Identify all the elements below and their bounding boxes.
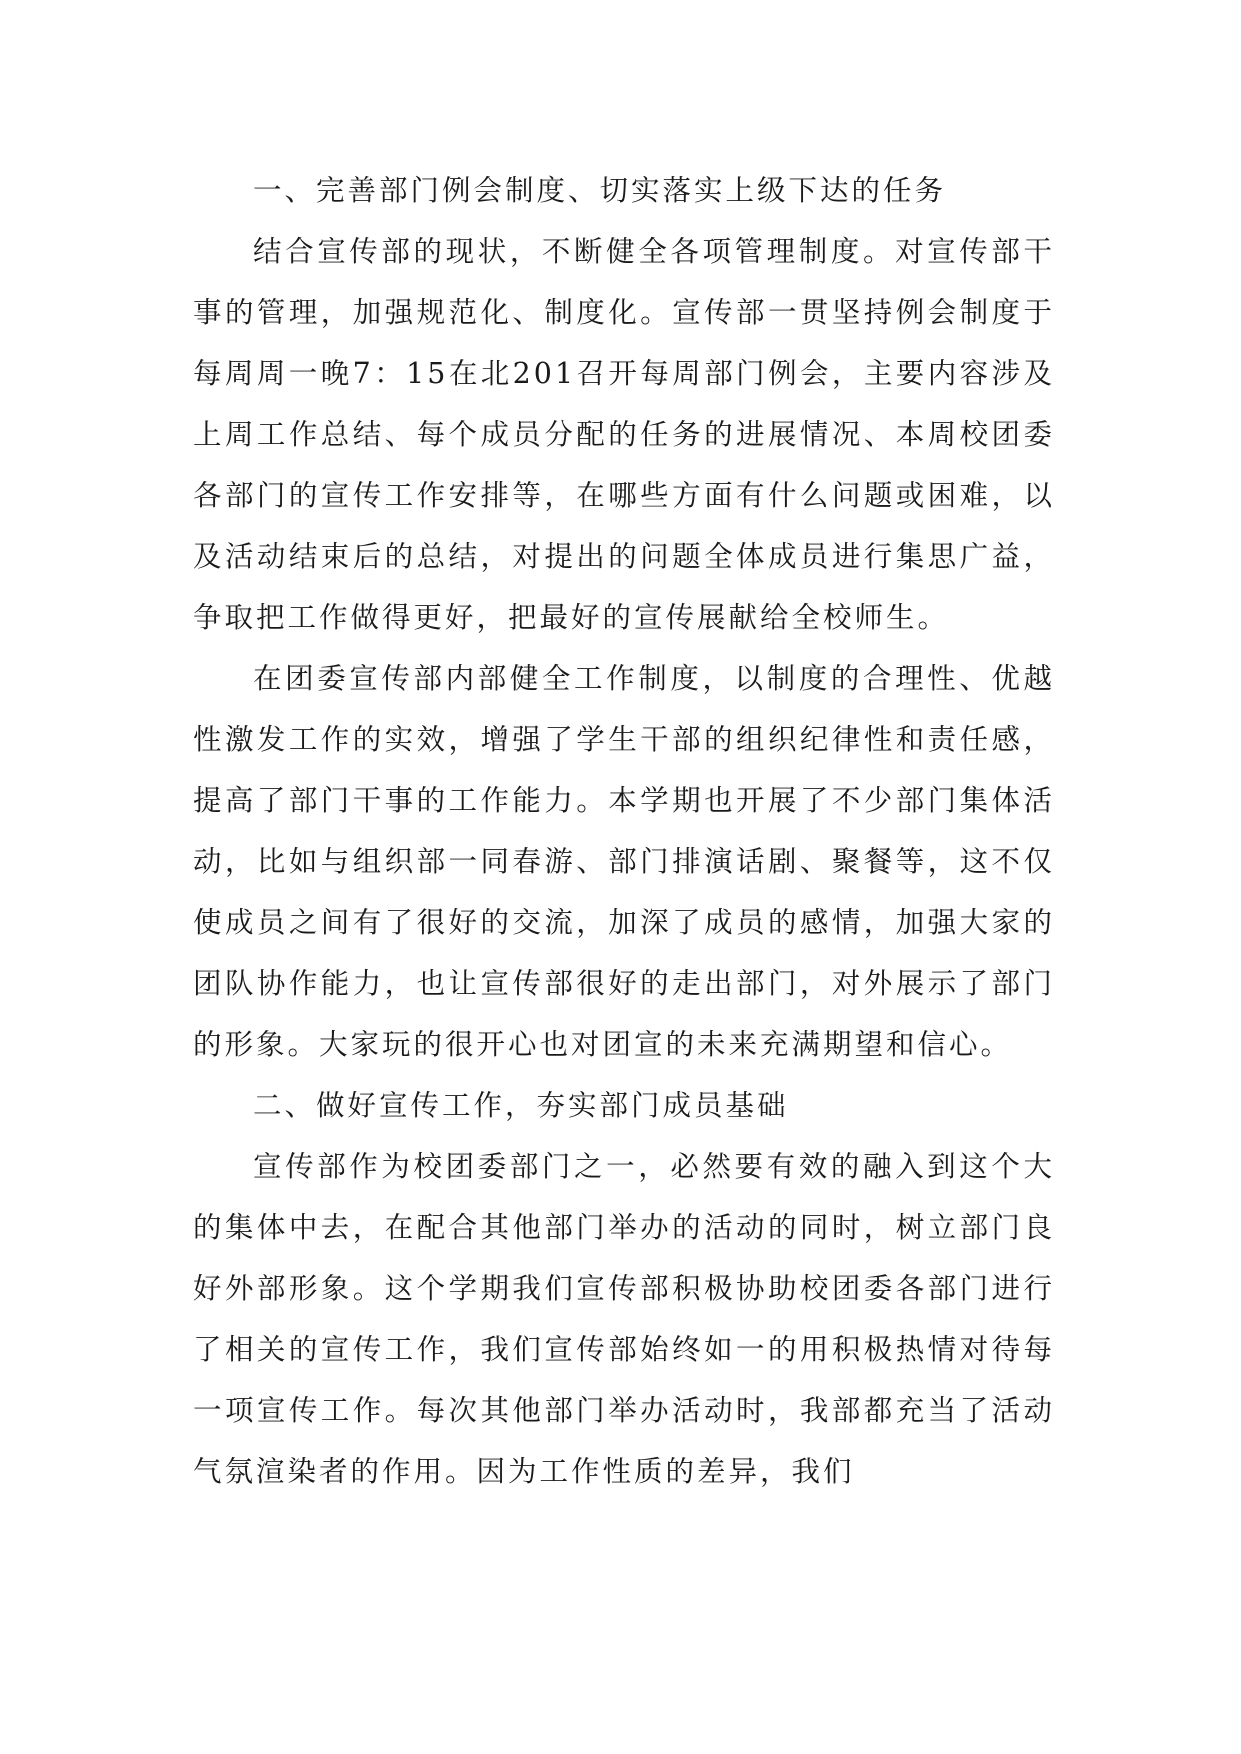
paragraph-1: 结合宣传部的现状，不断健全各项管理制度。对宣传部干事的管理，加强规范化、制度化。宣传部一贯坚持例会制度于每周周一晚7：15在北201召开每周部门例会，主要内容涉及上周工作总结、每个成员分配的任务的进展情况、本周校团委各部门的宣传工作安排等，在哪些方面有什么问题或困难，以及活动结束后的总结，对提出的问题全体成员进行集思广益，争取把工作做得更好，把最好的宣传展献给全校师生。 [193,235,1055,634]
document-body [193,160,1055,1502]
paragraph-3: 宣传部作为校团委部门之一，必然要有效的融入到这个大的集体中去，在配合其他部门举办的活动的同时，树立部门良好外部形象。这个学期我们宣传部积极协助校团委各部门进行了相关的宣传工作，我们宣传部始终如一的用积极热情对待每一项宣传工作。每次其他部门举办活动时，我部都充当了活动气氛渲染者的作用。因为工作性质的差异，我们 [193,1150,1055,1488]
section-heading-1: 一、完善部门例会制度、切实落实上级下达的任务 [253,174,947,207]
paragraph-2: 在团委宣传部内部健全工作制度，以制度的合理性、优越性激发工作的实效，增强了学生干部的组织纪律性和责任感，提高了部门干事的工作能力。本学期也开展了不少部门集体活动，比如与组织部一同春游、部门排演话剧、聚餐等，这不仅使成员之间有了很好的交流，加深了成员的感情，加强大家的团队协作能力，也让宣传部很好的走出部门，对外展示了部门的形象。大家玩的很开心也对团宣的未来充满期望和信心。 [193,662,1055,1061]
section-heading-2: 二、做好宣传工作，夯实部门成员基础 [253,1089,789,1122]
